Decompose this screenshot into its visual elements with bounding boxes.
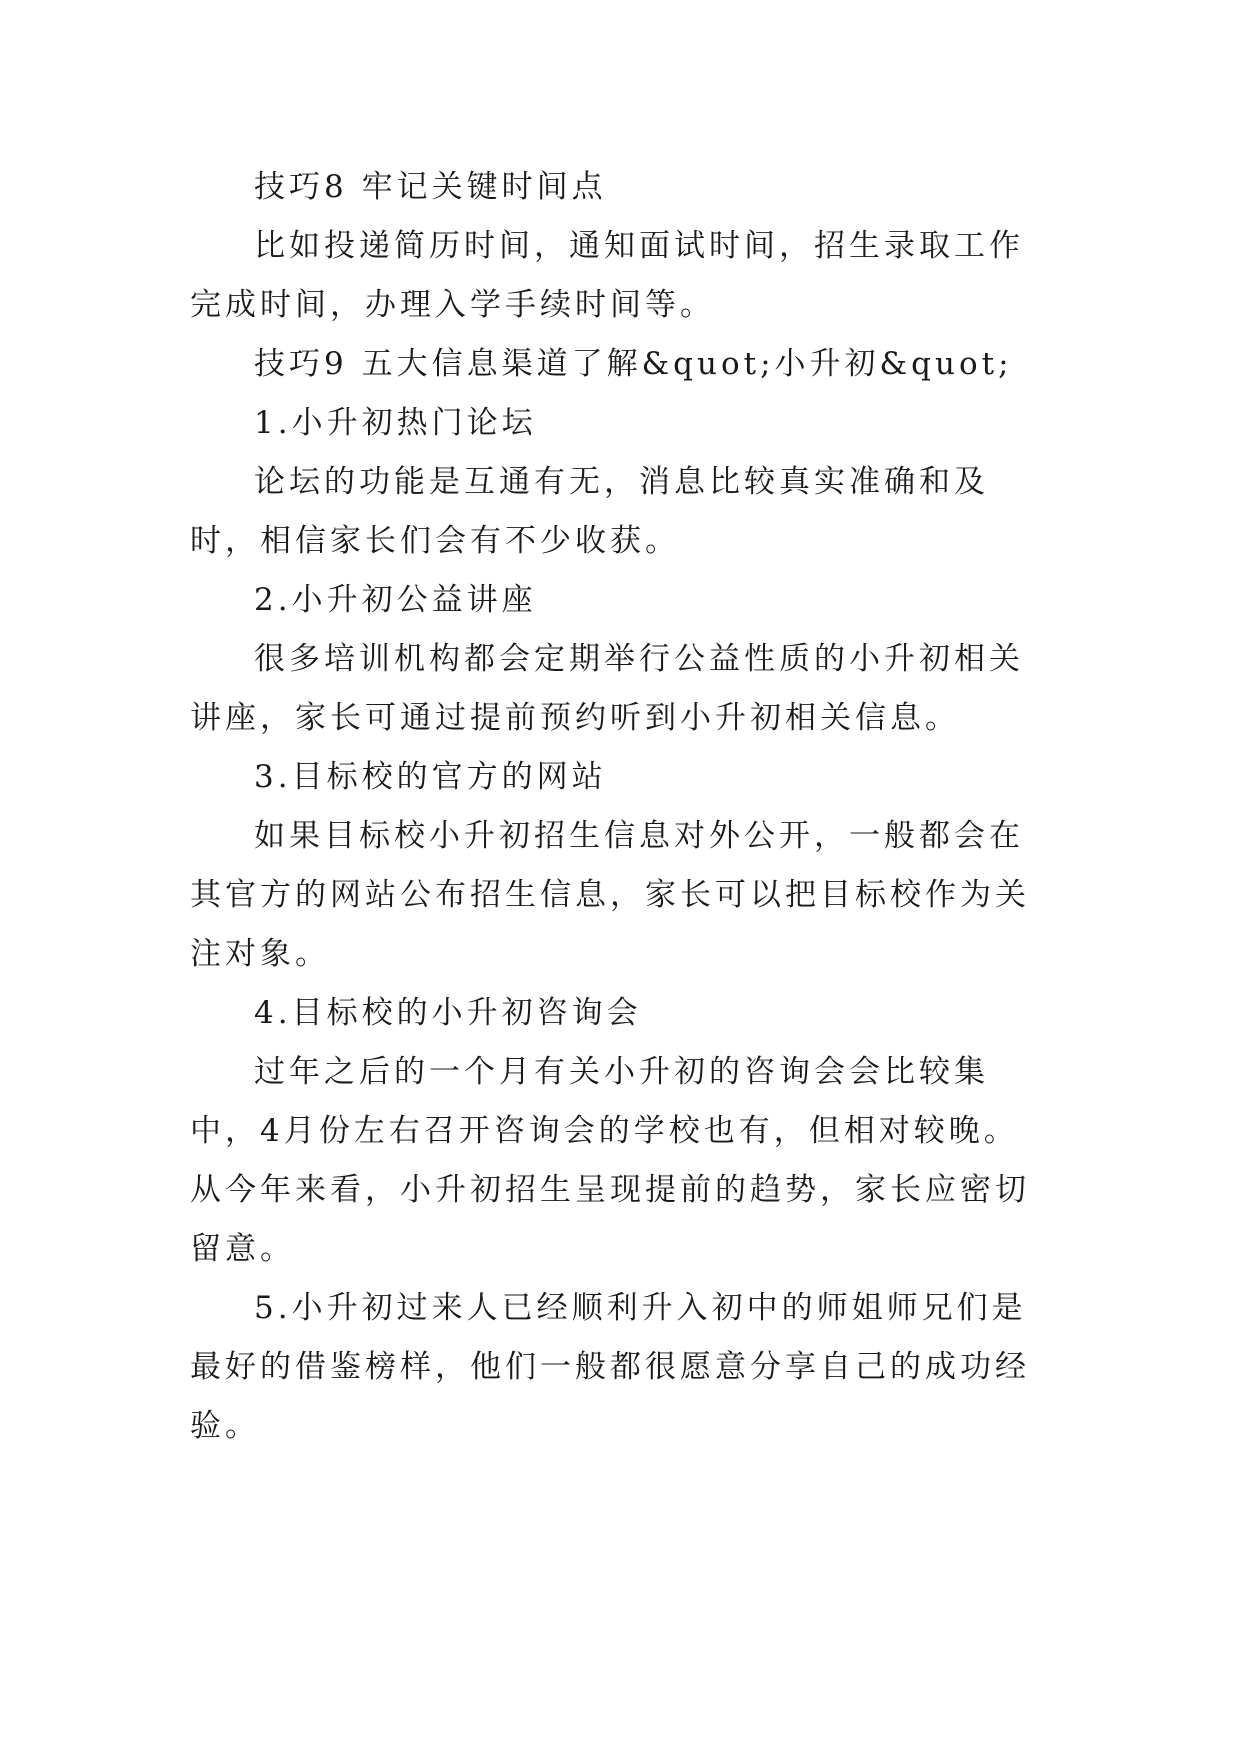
channel-5-text: 5.小升初过来人已经顺利升入初中的师姐师兄们是最好的借鉴榜样，他们一般都很愿意分享自己的成功经验。 — [190, 1290, 1030, 1444]
tip-9-heading: 技巧9 五大信息渠道了解&quot;小升初&quot; — [254, 346, 1013, 382]
document-body — [190, 158, 1050, 1456]
channel-4-text: 过年之后的一个月有关小升初的咨询会会比较集中，4月份左右召开咨询会的学校也有，但相对较晚。从今年来看，小升初招生呈现提前的趋势，家长应密切留意。 — [190, 1054, 1030, 1267]
channel-2-heading: 2.小升初公益讲座 — [254, 582, 537, 618]
tip-8-text: 比如投递简历时间，通知面试时间，招生录取工作完成时间，办理入学手续时间等。 — [190, 228, 1024, 323]
channel-1-heading: 1.小升初热门论坛 — [254, 405, 537, 441]
tip-8-heading: 技巧8 牢记关键时间点 — [254, 169, 607, 205]
channel-4-heading: 4.目标校的小升初咨询会 — [254, 995, 642, 1031]
channel-1-text: 论坛的功能是互通有无，消息比较真实准确和及时，相信家长们会有不少收获。 — [190, 464, 989, 559]
channel-3-text: 如果目标校小升初招生信息对外公开，一般都会在其官方的网站公布招生信息，家长可以把目标校作为关注对象。 — [190, 818, 1030, 972]
channel-2-text: 很多培训机构都会定期举行公益性质的小升初相关讲座，家长可通过提前预约听到小升初相关信息。 — [190, 641, 1024, 736]
channel-3-heading: 3.目标校的官方的网站 — [254, 759, 607, 795]
